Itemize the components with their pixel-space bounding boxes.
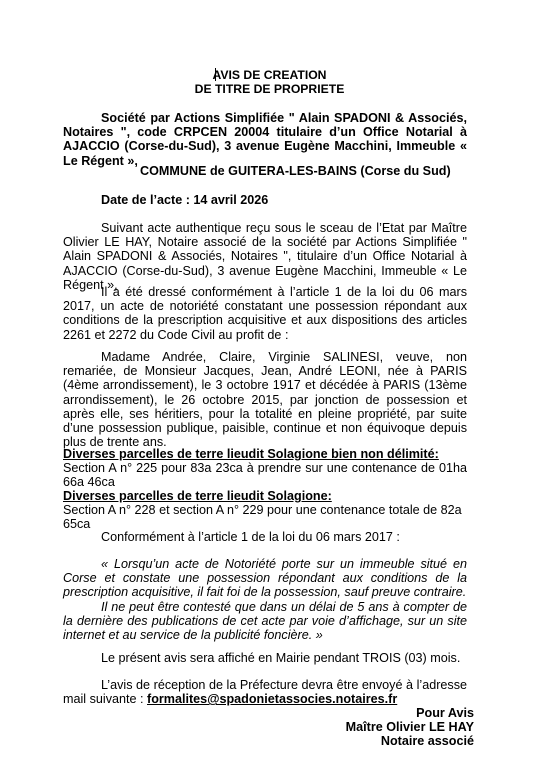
reception-text: L’avis de réception de la Préfecture devra être envoyé à l’adresse mail suivante : (63, 678, 467, 707)
document-title-line2: DE TITRE DE PROPRIETE (194, 82, 345, 96)
paragraph-beneficiaire: Madame Andrée, Claire, Virginie SALINESI, veuve, non remariée, de Monsieur Jacques, Jean, André LEONI, née à PARIS (4ème arrondissement), le 3 octobre 1917 et décédée à PARIS (13ème arrondissement), le 26 octobre 2015, par jonction de possession et après elle, ses héritiers, pour la totalité en pleine propriété, par suite d’une possession publique, paisible, continue et non équivoque depuis plus de trente ans. (63, 350, 467, 450)
signature-role: Notaire associé (380, 734, 474, 748)
parcel-line-2: Section A n° 228 et section A n° 229 pour une contenance totale de 82a 65ca (63, 503, 462, 532)
commune-heading: COMMUNE de GUITERA-LES-BAINS (Corse du Sud) (140, 164, 451, 178)
parcel-heading-1: Diverses parcelles de terre lieudit Solagione bien non délimité: (63, 447, 439, 461)
quote-paragraph-1: « Lorsqu’un acte de Notoriété porte sur un immeuble situé en Corse et constate une possession répondant aux conditions de la prescription acquisitive, il fait foi de la possession, sauf preuve contraire. (63, 557, 467, 600)
acte-date: Date de l’acte : 14 avril 2026 (101, 193, 269, 207)
conformement-paragraph: Conformément à l’article 1 de la loi du 06 mars 2017 : (101, 530, 400, 544)
affichage-paragraph: Le présent avis sera affiché en Mairie pendant TROIS (03) mois. (101, 651, 461, 665)
email-link[interactable]: formalites@spadonietassocies.notaires.fr (147, 692, 398, 707)
company-paragraph: Société par Actions Simplifiée " Alain SPADONI & Associés, Notaires ", code CRPCEN 20004 titulaire d’un Office Notarial à AJACCIO (Corse-du-Sud), 3 avenue Eugène Macchini, Immeuble « Le Régent », (63, 111, 467, 168)
paragraph-acte-authentique: Suivant acte authentique reçu sous le sceau de l’Etat par Maître Olivier LE HAY, Notaire associé de la société par Actions Simplifiée " Alain SPADONI & Associés, Notaires ", titulaire d’un Office Notarial à AJACCIO (Corse-du-Sud), 3 avenue Eugène Macchini, Immeuble « Le Régent », (63, 221, 467, 292)
reception-paragraph (63, 678, 467, 706)
parcel-line-1: Section A n° 225 pour 83a 23ca à prendre sur une contenance de 01ha 66a 46ca (63, 461, 467, 490)
signature-pour-avis: Pour Avis (416, 706, 474, 720)
paragraph-notoriete: Il a été dressé conformément à l’article 1 de la loi du 06 mars 2017, un acte de notoriété constatant une possession répondant aux conditions de la prescription acquisitive et aux dispositions des articles 2261 et 2272 du Code Civil au profit de : (63, 285, 467, 342)
document-title-line1: AVIS DE CREATION (212, 68, 327, 82)
parcel-heading-2: Diverses parcelles de terre lieudit Solagione: (63, 489, 332, 503)
quote-paragraph-2: Il ne peut être contesté que dans un délai de 5 ans à compter de la dernière des publications de cet acte par voie d’affichage, sur un site internet et au service de la publicité foncière. » (63, 600, 467, 643)
signature-name: Maître Olivier LE HAY (345, 720, 474, 734)
